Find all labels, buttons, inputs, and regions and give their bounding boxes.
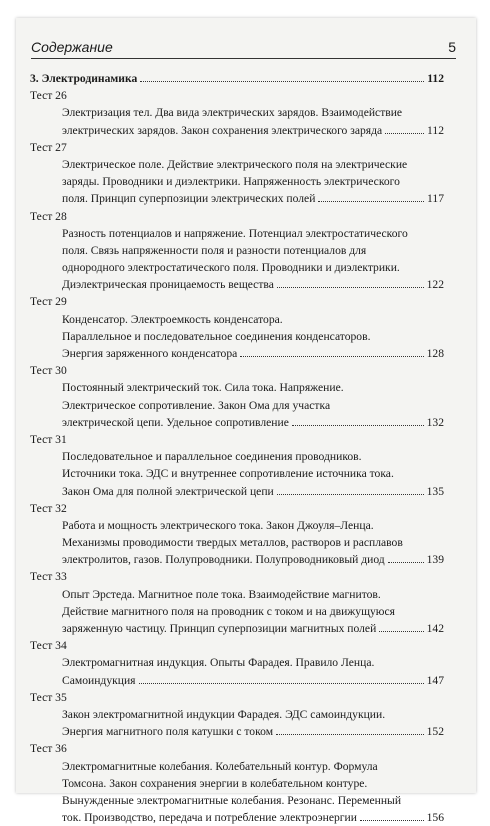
toc-entry-last-line (30, 414, 444, 431)
toc-entry-line: Электрическое сопротивление. Закон Ома для участка (62, 398, 331, 412)
toc-entry-line: Разность потенциалов и напряжение. Потенциал электростатического (62, 226, 408, 240)
dot-leader (379, 631, 423, 632)
page-header (31, 36, 456, 59)
toc-entry-line: Действие магнитного поля на проводник с током и на движущуюся (62, 604, 395, 618)
dot-leader (388, 562, 424, 563)
test-label: Тест 34 (30, 639, 67, 653)
toc-entry-last-line (30, 345, 444, 362)
dot-leader (360, 820, 424, 821)
test-label: Тест 26 (30, 89, 67, 103)
test-label: Тест 35 (30, 690, 67, 704)
section-page: 112 (427, 72, 444, 85)
dot-leader (240, 356, 423, 357)
test-label: Тест 29 (30, 295, 67, 309)
toc-page-number: 147 (426, 673, 444, 687)
toc-page-number: 117 (427, 192, 444, 206)
toc-entry-line: Опыт Эрстеда. Магнитное поле тока. Взаимодействие магнитов. (62, 587, 381, 601)
dot-leader (140, 81, 424, 82)
toc-entry-text: Энергия заряженного конденсатора (62, 347, 238, 360)
toc-page-number: 112 (427, 123, 444, 137)
toc-entry-last-line (30, 276, 444, 293)
toc-entry-text: Диэлектрическая проницаемость вещества (62, 278, 274, 292)
toc-page-number: 152 (426, 725, 444, 739)
toc-entry-line: Работа и мощность электрического тока. Закон Джоуля–Ленца. (62, 518, 374, 532)
toc-page-number: 139 (426, 553, 444, 567)
toc-entry-line: Вынужденные электромагнитные колебания. Резонанс. Переменный (62, 793, 402, 807)
toc-entry-text: заряженную частицу. Принцип суперпозиции магнитных полей (62, 622, 377, 635)
toc-entry-line: Последовательное и параллельное соединения проводников. (62, 450, 362, 464)
header-page-number: 5 (448, 39, 456, 55)
dot-leader (277, 494, 424, 495)
toc-page-number: 132 (426, 415, 444, 429)
test-label: Тест 30 (30, 364, 67, 378)
toc-entry-last-line (30, 551, 444, 568)
toc-page-number: 122 (426, 278, 444, 292)
dot-leader (277, 287, 424, 288)
toc-entry-line: Томсона. Закон сохранения энергии в колебательном контуре. (62, 776, 368, 790)
toc-entry-last-line (30, 809, 444, 826)
toc-entry-text: Самоиндукция (62, 673, 136, 687)
toc-entry-line: Электризация тел. Два вида электрических зарядов. Взаимодействие (62, 106, 403, 120)
test-label: Тест 33 (30, 570, 67, 584)
toc-entry-last-line (30, 190, 444, 207)
test-label: Тест 36 (30, 742, 67, 756)
toc-entry-text: ток. Производство, передача и потребление электроэнергии (62, 811, 357, 825)
toc-entry-line: Электромагнитная индукция. Опыты Фарадея. Правило Ленца. (62, 656, 375, 670)
dot-leader (139, 683, 424, 684)
toc-page-number: 128 (426, 347, 444, 360)
dot-leader (292, 425, 424, 426)
toc-entry-line: заряды. Проводники и диэлектрики. Напряженность электрического (62, 175, 400, 189)
toc-entry-last-line (30, 620, 444, 637)
toc-entry-line: Источники тока. ЭДС и внутреннее сопротивление источника тока. (62, 467, 394, 481)
toc-entry-text: электролитов, газов. Полупроводники. Полупроводниковый диод (62, 553, 385, 567)
toc-entry-last-line (30, 122, 444, 139)
dot-leader (385, 133, 424, 134)
toc-page-number: 142 (426, 622, 444, 635)
toc-entry-last-line (30, 672, 444, 689)
toc-entry-line: Электромагнитные колебания. Колебательный контур. Формула (62, 759, 378, 773)
toc-entry-line: Электрическое поле. Действие электрического поля на электрические (62, 157, 408, 171)
toc-entry-text: электрических зарядов. Закон сохранения электрического заряда (62, 123, 383, 137)
dot-leader (318, 201, 424, 202)
section-heading (30, 70, 444, 87)
toc-entry-text: Энергия магнитного поля катушки с током (62, 725, 274, 739)
section-title: 3. Электродинамика (30, 72, 138, 85)
book-page (16, 18, 476, 825)
toc-page-number: 156 (426, 811, 444, 825)
toc-page-number: 135 (426, 484, 444, 498)
dot-leader (276, 734, 424, 735)
toc-entry-text: поля. Принцип суперпозиции электрических полей (62, 192, 316, 206)
toc-entry-line: однородного электростатического поля. Проводники и диэлектрики. (62, 261, 400, 275)
toc-entry-text: электрической цепи. Удельное сопротивление (62, 415, 289, 429)
toc-entry-text: Закон Ома для полной электрической цепи (62, 484, 274, 498)
toc-entry-last-line (30, 483, 444, 500)
test-label: Тест 32 (30, 501, 67, 515)
test-label: Тест 28 (30, 209, 67, 223)
toc-entry-last-line (30, 723, 444, 740)
toc-entry-line: Закон электромагнитной индукции Фарадея. ЭДС самоиндукции. (62, 707, 386, 721)
toc-entry-line: поля. Связь напряженности поля и разности потенциалов для (62, 243, 367, 257)
header-title: Содержание (31, 39, 113, 55)
table-of-contents (30, 70, 444, 826)
toc-entry-line: Механизмы проводимости твердых металлов, растворов и расплавов (62, 536, 403, 550)
toc-entry-line: Постоянный электрический ток. Сила тока. Напряжение. (62, 381, 344, 395)
toc-entry-line: Конденсатор. Электроемкость конденсатора. (62, 312, 283, 326)
test-label: Тест 31 (30, 432, 67, 446)
toc-entry-line: Параллельное и последовательное соединения конденсаторов. (62, 329, 371, 343)
test-label: Тест 27 (30, 140, 67, 154)
